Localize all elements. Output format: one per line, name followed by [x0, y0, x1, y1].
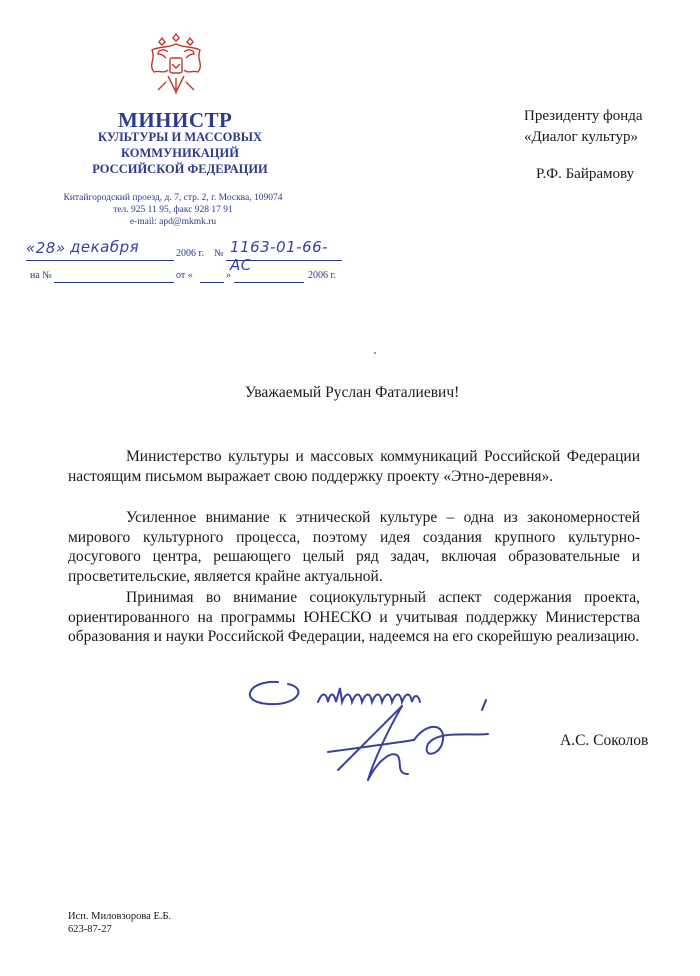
- salutation: Уважаемый Руслан Фаталиевич!: [245, 384, 460, 401]
- paragraph-3: Принимая во внимание социокультурный аспект содержания проекта, ориентированного на программы ЮНЕСКО и учитывая поддержку Министерства образования и науки Российской Федерации, надеемся на его скорейшую реализацию.: [68, 589, 640, 645]
- phone-fax: тел. 925 11 95, факс 928 17 91: [113, 205, 233, 215]
- ministry-title: МИНИСТР: [118, 108, 233, 132]
- recipient-line1: Президенту фонда: [524, 108, 643, 124]
- from-close: »: [226, 270, 231, 281]
- ministry-subtitle-line2: РОССИЙСКОЙ ФЕДЕРАЦИИ: [92, 162, 268, 176]
- contacts-block: [40, 192, 306, 228]
- reference-line: [20, 236, 340, 274]
- ministry-subtitle-line1: КУЛЬТУРЫ И МАССОВЫХ КОММУНИКАЦИЙ: [98, 130, 262, 160]
- address: Китайгородский проезд, д. 7, стр. 2, г. Москва, 109074: [63, 193, 283, 203]
- dot-mark: [374, 352, 376, 354]
- ref-year: 2006 г.: [176, 248, 204, 259]
- coat-of-arms-icon: [138, 26, 214, 102]
- recipient-name: Р.Ф. Байрамову: [536, 166, 635, 182]
- paragraph-1: Министерство культуры и массовых коммуникаций Российской Федерации настоящим письмом выражает свою поддержку проекту «Этно-деревня».: [68, 448, 640, 485]
- reply-to-line: [20, 270, 340, 286]
- ministry-subtitle: [40, 129, 320, 177]
- paragraph-2: Усиленное внимание к этнической культуре – одна из закономерностей мирового культурного процесса, поэтому идея создания крупного культурно-досугового центра, решающего целый ряд задач, включая образовательные и просветительские, является крайне актуальной.: [68, 509, 640, 585]
- executor-phone: 623-87-27: [68, 924, 112, 935]
- executor-name: Исп. Миловзорова Е.Б.: [68, 911, 172, 922]
- ref-number: 1163-01-66-АС: [230, 238, 329, 274]
- from-label: от «: [176, 270, 193, 281]
- ref-year2: 2006 г.: [308, 270, 336, 281]
- recipient-block: [524, 106, 643, 148]
- ref-month: декабря: [70, 238, 140, 256]
- signature: [318, 700, 508, 790]
- ref-day: «28»: [26, 239, 66, 257]
- ref-number-label: №: [214, 248, 224, 259]
- email: e-mail: apd@mkmk.ru: [129, 217, 217, 227]
- executor-block: [68, 910, 171, 936]
- signer-name: А.С. Соколов: [560, 732, 649, 749]
- recipient-line2: «Диалог культур»: [524, 129, 638, 145]
- on-label: на №: [30, 270, 52, 281]
